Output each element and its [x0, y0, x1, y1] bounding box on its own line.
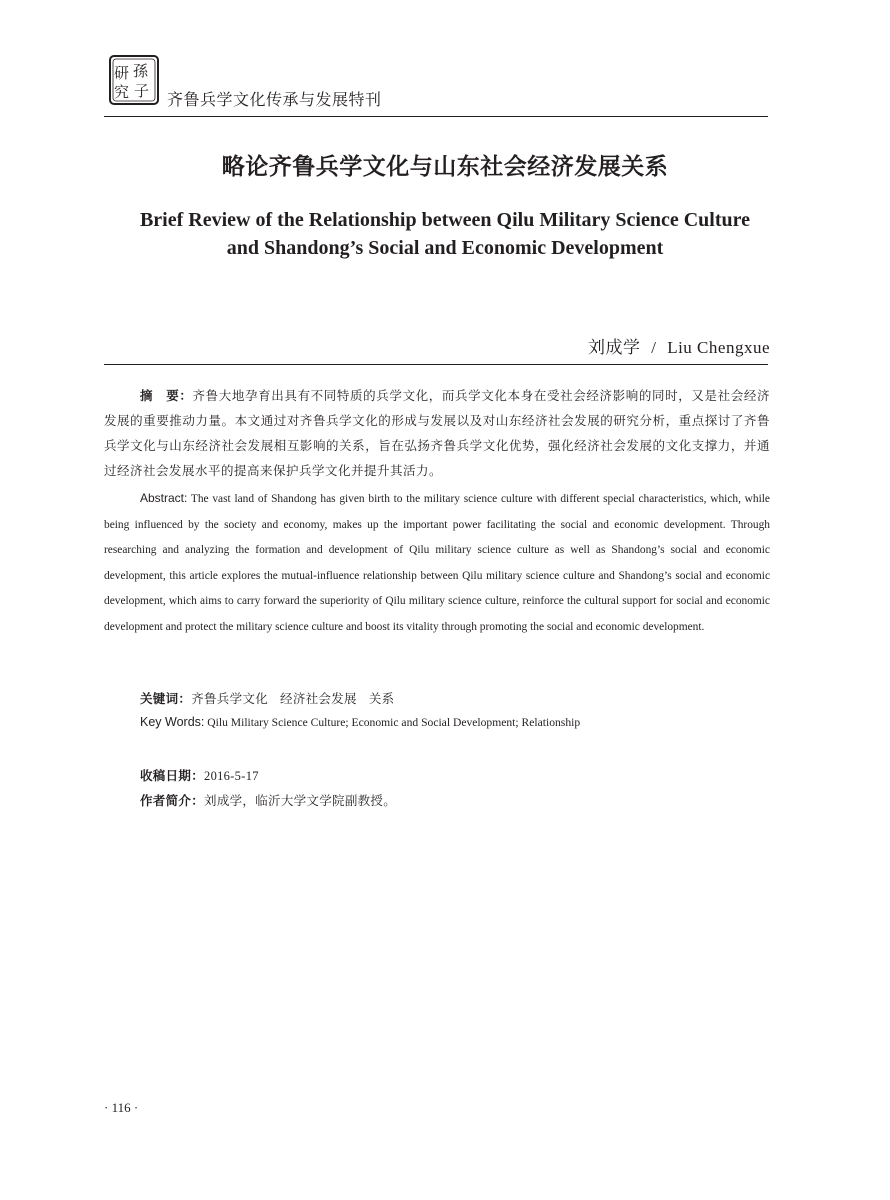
- title-chinese: 略论齐鲁兵学文化与山东社会经济发展关系: [221, 154, 669, 180]
- author-bio-value: 刘成学，临沂大学文学院副教授。: [204, 793, 397, 808]
- journal-logo: [108, 54, 160, 106]
- received-date-label: 收稿日期：: [140, 768, 205, 783]
- abstract-chinese: [104, 383, 770, 483]
- received-date-value: 2016-5-17: [204, 769, 259, 783]
- abstract-english: [104, 486, 770, 640]
- logo-char-4: 子: [134, 82, 150, 100]
- author-name-chinese: 刘成学: [587, 338, 641, 357]
- title-english-line-2: and Shandong’s Social and Economic Development: [226, 237, 664, 259]
- title-english-line-1: Brief Review of the Relationship between Qilu Military Science Culture: [139, 209, 751, 231]
- abstract-chinese-text: 齐鲁大地孕育出具有不同特质的兵学文化，而兵学文化本身在受社会经济影响的同时，又是社会经济发展的重要推动力量。本文通过对齐鲁兵学文化的形成与发展以及对山东经济社会发展的研究分析，重点探讨了齐鲁兵学文化与山东经济社会发展相互影响的关系，旨在弘扬齐鲁兵学文化优势，强化经济社会发展的文化支撑力，并通过经济社会发展水平的提高来保护兵学文化并提升其活力。: [104, 388, 770, 478]
- logo-char-1: 研: [114, 64, 130, 82]
- received-date: [140, 766, 770, 784]
- keyword-item: 齐鲁兵学文化: [191, 691, 269, 706]
- keyword-item: 关系: [368, 691, 395, 706]
- keywords-english-text: Qilu Military Science Culture; Economic and Social Development; Relationship: [207, 716, 581, 729]
- keywords-chinese-label: 关键词：: [140, 691, 192, 706]
- logo-char-3: 究: [114, 83, 130, 101]
- keywords-chinese: [140, 689, 770, 707]
- abstract-english-label: Abstract:: [140, 491, 188, 505]
- header-divider: [104, 116, 768, 117]
- title-english: [100, 206, 790, 262]
- author-divider: [104, 364, 768, 365]
- abstract-english-text: The vast land of Shandong has given birth to the military science culture with different special characteristics, which, while being influenced by the society and economy, makes up the important power facilitating the social and economic development. Through researching and analyzing the formation and development of Qilu military science culture as well as Shandong’s social and economic development, this article explores the mutual-influence relationship between Qilu military science culture and Shandong’s social and economic development, which aims to carry forward the superiority of Qilu military science culture, reinforce the cultural support for social and economic development and protect the military science culture and boost its vitality through promoting the social and economic development.: [104, 493, 770, 633]
- keywords-english: [140, 715, 770, 729]
- journal-logo-icon: [108, 54, 160, 106]
- abstract-chinese-label: 摘 要：: [140, 388, 193, 403]
- series-title: 齐鲁兵学文化传承与发展特刊: [167, 90, 382, 109]
- author-name-english: Liu Chengxue: [667, 338, 770, 357]
- author-separator: /: [651, 338, 657, 357]
- page-number: · 116 ·: [104, 1100, 139, 1115]
- keywords-english-label: Key Words:: [140, 715, 205, 729]
- author-line: [588, 333, 770, 358]
- author-bio-label: 作者简介：: [140, 793, 205, 808]
- keyword-item: 经济社会发展: [280, 691, 357, 706]
- logo-char-2: 孫: [133, 62, 149, 80]
- author-bio: [140, 791, 770, 809]
